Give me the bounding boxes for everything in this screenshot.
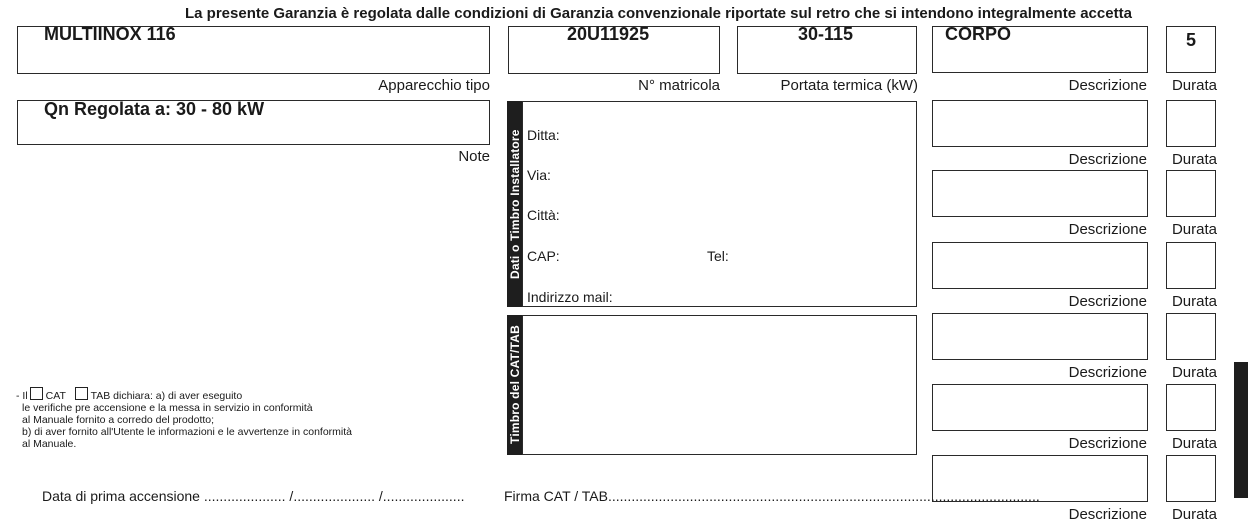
warranty-description-label: Descrizione bbox=[1068, 221, 1147, 238]
portata-label: Portata termica (kW) bbox=[780, 77, 918, 94]
cat-stamp-area[interactable] bbox=[522, 315, 917, 455]
warranty-duration-label: Durata bbox=[1171, 506, 1217, 523]
first-ignition-date-field[interactable]: Data di prima accensione ..................... /..................... /..................... bbox=[42, 488, 465, 504]
copy-edge-bar bbox=[1234, 362, 1248, 498]
warranty-duration-label: Durata bbox=[1171, 293, 1217, 310]
installer-citta-label: Città: bbox=[527, 207, 560, 223]
tab-option-label: TAB dichiara: a) di aver eseguito bbox=[90, 390, 243, 402]
warranty-duration-field[interactable] bbox=[1166, 170, 1216, 217]
warranty-description-field[interactable] bbox=[932, 313, 1148, 360]
apparecchio-field[interactable] bbox=[17, 26, 490, 74]
warranty-description-label: Descrizione bbox=[1068, 77, 1147, 94]
installer-mail-label: Indirizzo mail: bbox=[527, 289, 613, 305]
declaration-line-2: le verifiche pre accensione e la messa in servizio in conformità bbox=[22, 402, 313, 414]
apparecchio-label: Apparecchio tipo bbox=[378, 77, 490, 94]
warranty-description-field[interactable] bbox=[932, 26, 1148, 73]
warranty-duration-field[interactable] bbox=[1166, 384, 1216, 431]
note-label: Note bbox=[458, 148, 490, 165]
declaration-line-4: b) di aver fornito all'Utente le informazioni e le avvertenze in conformità bbox=[22, 426, 352, 438]
guarantee-header: La presente Garanzia è regolata dalle condizioni di Garanzia convenzionale riportate sul retro che si intendono integralmente accetta bbox=[185, 5, 1132, 22]
installer-tel-label: Tel: bbox=[707, 248, 729, 264]
warranty-duration-label: Durata bbox=[1171, 221, 1217, 238]
portata-value: 30-115 bbox=[798, 24, 854, 44]
declaration-line-1 bbox=[16, 387, 242, 402]
warranty-duration-value: 5 bbox=[1185, 30, 1196, 50]
installer-ditta-label: Ditta: bbox=[527, 127, 560, 143]
installer-stamp-area[interactable] bbox=[522, 101, 917, 307]
warranty-duration-label: Durata bbox=[1171, 364, 1217, 381]
cat-checkbox[interactable] bbox=[30, 387, 43, 400]
warranty-description-field[interactable] bbox=[932, 242, 1148, 289]
warranty-duration-field[interactable] bbox=[1166, 242, 1216, 289]
cat-option-label: CAT bbox=[45, 390, 66, 402]
warranty-description-field[interactable] bbox=[932, 170, 1148, 217]
warranty-description-value: CORPO bbox=[945, 24, 1012, 44]
installer-via-label: Via: bbox=[527, 167, 551, 183]
warranty-duration-field[interactable] bbox=[1166, 313, 1216, 360]
matricola-label: N° matricola bbox=[638, 77, 720, 94]
apparecchio-value: MULTIINOX 116 bbox=[44, 24, 176, 44]
installer-cap-label: CAP: bbox=[527, 248, 560, 264]
cat-side-label: Timbro del CAT/TAB bbox=[507, 315, 523, 455]
note-value: Qn Regolata a: 30 - 80 kW bbox=[44, 99, 265, 119]
portata-field[interactable] bbox=[737, 26, 917, 74]
warranty-description-label: Descrizione bbox=[1068, 435, 1147, 452]
warranty-description-label: Descrizione bbox=[1068, 151, 1147, 168]
warranty-duration-label: Durata bbox=[1171, 435, 1217, 452]
warranty-description-label: Descrizione bbox=[1068, 506, 1147, 523]
warranty-duration-field[interactable] bbox=[1166, 26, 1216, 73]
note-field[interactable] bbox=[17, 100, 490, 145]
warranty-duration-field[interactable] bbox=[1166, 455, 1216, 502]
matricola-field[interactable] bbox=[508, 26, 720, 74]
matricola-value: 20U11925 bbox=[567, 24, 650, 44]
installer-side-label: Dati o Timbro Installatore bbox=[507, 101, 523, 307]
warranty-description-label: Descrizione bbox=[1068, 293, 1147, 310]
warranty-description-field[interactable] bbox=[932, 384, 1148, 431]
warranty-description-label: Descrizione bbox=[1068, 364, 1147, 381]
warranty-description-field[interactable] bbox=[932, 100, 1148, 147]
warranty-duration-label: Durata bbox=[1171, 151, 1217, 168]
warranty-duration-label: Durata bbox=[1171, 77, 1217, 94]
warranty-duration-field[interactable] bbox=[1166, 100, 1216, 147]
tab-checkbox[interactable] bbox=[75, 387, 88, 400]
declaration-line-5: al Manuale. bbox=[22, 438, 77, 450]
cat-signature-field[interactable]: Firma CAT / TAB............................................................................................................... bbox=[504, 488, 1040, 504]
declaration-prefix: - Il bbox=[16, 390, 28, 402]
declaration-line-3: al Manuale fornito a corredo del prodotto; bbox=[22, 414, 215, 426]
